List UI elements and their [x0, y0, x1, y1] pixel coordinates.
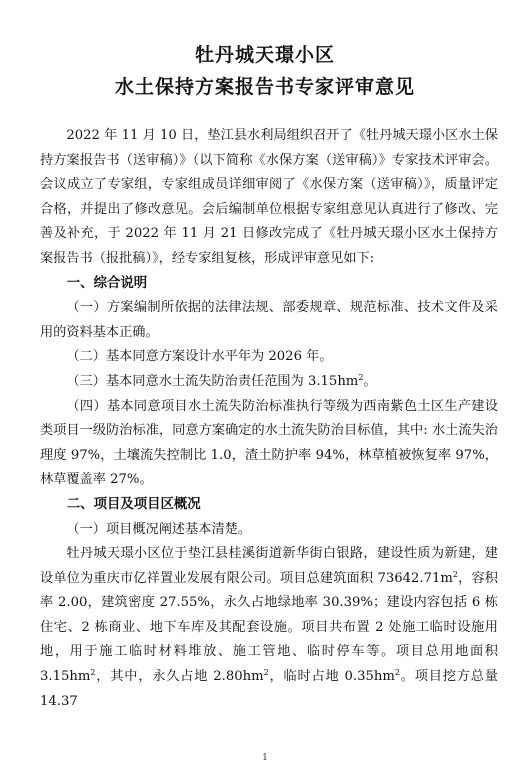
superscript: 2: [263, 668, 269, 678]
document-title-line1: 牡丹城天璟小区: [194, 44, 335, 66]
section1-heading: 一、综合说明: [66, 275, 148, 291]
project-text-b: ，容积率 2.00，建筑密度 27.55%，永久占地绿地率 30.39%；建设内容包括 6 栋住宅、2 栋商业、地下车库及其配套设施。项目共布置 2 处施工临时设施用地，用于施工临时材料堆放、施工管地、临时停车等。项目总用地面积 3.15hm: [40, 570, 498, 685]
section1-item3-end: 。: [363, 373, 377, 389]
superscript: 2: [90, 668, 96, 678]
document-title-line2: 水土保持方案报告书专家评审意见: [114, 76, 415, 98]
project-text-e: 。项目挖方总量 14.37: [40, 669, 498, 709]
section1-item3: [40, 370, 498, 395]
section1-item4: （四）基本同意项目水土流失防治标准执行等级为西南紫色土区生产建设类项目一级防治标准，同意方案确定的水土流失防治目标值，其中: 水土流失治理度 97%，土壤流失控制比 1.0，渣土防护率 94%，林草植被恢复率 97%，林草覆盖率 27%。: [40, 398, 498, 488]
page-number: 1: [262, 753, 268, 763]
superscript: 2: [358, 372, 364, 382]
intro-paragraph: 2022 年 11 月 10 日，垫江县水利局组织召开了《牡丹城天璟小区水土保持方案报告书（送审稿）》（以下简称《水保方案（送审稿）》专家技术评审会。会议成立了专家组，专家组成员详细审阅了《水保方案（送审稿）》，质量评定合格，并提出了修改意见。会后编制单位根据专家组意见认真进行了修改、完善及补充，于 2022 年 11 月 21 日修改完成了《牡丹城天璟小区水土保持方案报告书（报批稿）》，经专家组复核，形成评审意见如下:: [40, 128, 498, 266]
superscript: 2: [394, 668, 400, 678]
section1-item3-text: （三）基本同意水土流失防治责任范围为 3.15hm: [66, 373, 359, 389]
document-body: [40, 124, 498, 714]
project-text-d: ，临时占地 0.35hm: [268, 669, 395, 685]
section2-project-paragraph: [40, 542, 498, 714]
section1-item1: （一）方案编制所依据的法律法规、部委规章、规范标准、技术文件及采用的资料基本正确。: [40, 300, 498, 340]
project-text-c: ，其中，永久占地 2.80hm: [95, 669, 264, 685]
section2-item1: （一）项目概况阐述基本清楚。: [66, 521, 252, 537]
superscript: 2: [452, 569, 459, 579]
section2-heading: 二、项目及项目区概况: [66, 496, 201, 512]
project-text-a: 牡丹城天璟小区位于垫江县桂溪街道新华街白银路，建设性质为新建，建设单位为重庆市亿祥置业发展有限公司。项目总建筑面积 73642.71m: [40, 546, 498, 586]
section1-item2: （二）基本同意方案设计水平年为 2026 年。: [66, 349, 333, 365]
